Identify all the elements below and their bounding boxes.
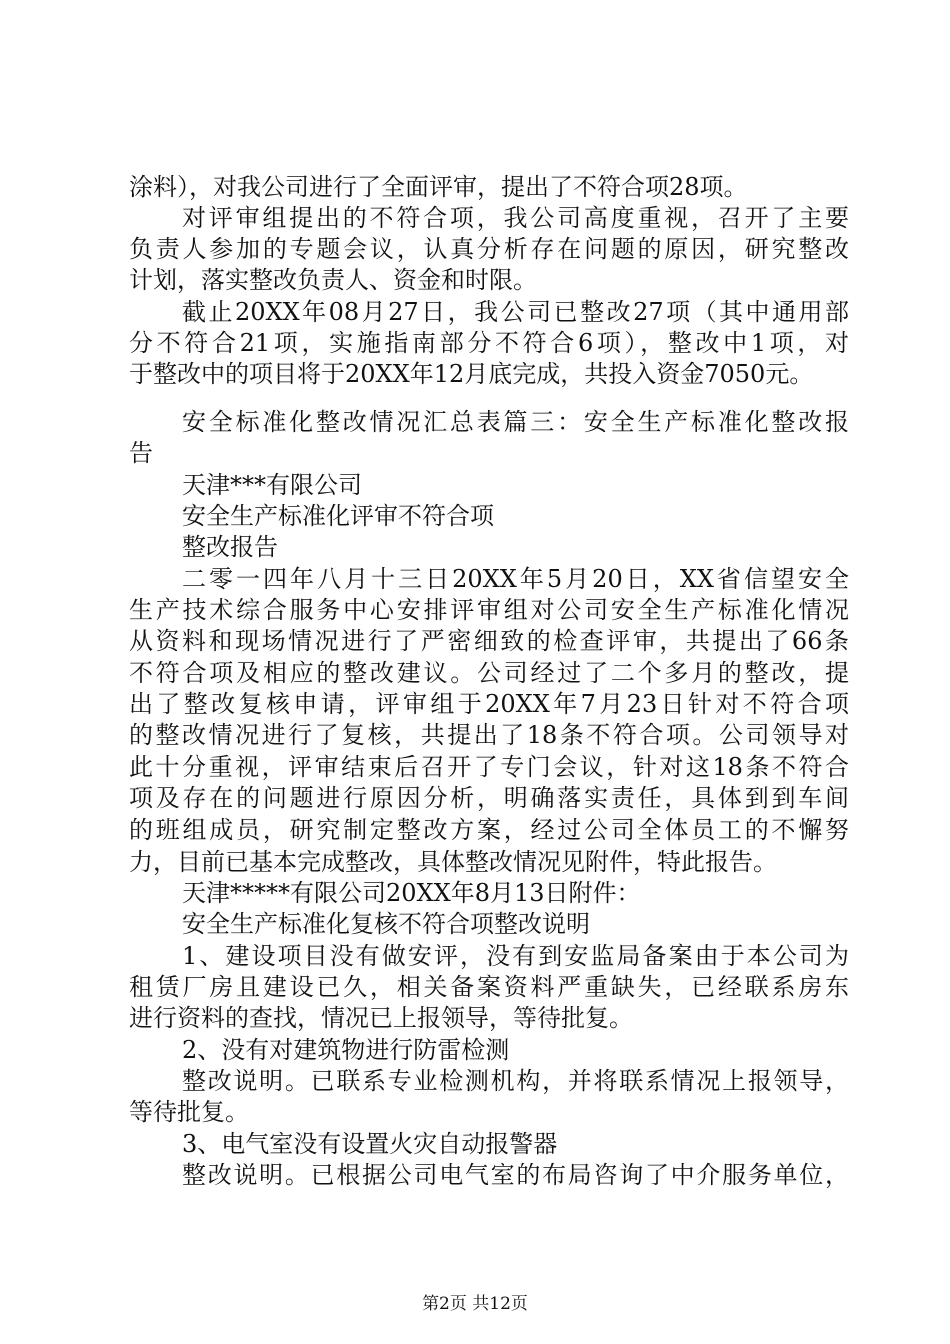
- list-item: 2、没有对建筑物进行防雷检测: [182, 1036, 510, 1064]
- text-line: 二零一四年八月十三日20XX年5月20日，XX省信望安全: [182, 565, 849, 593]
- text-line: 生产技术综合服务中心安排评审组对公司安全生产标准化情况: [129, 596, 849, 624]
- text-line: 等待批复。: [129, 1098, 249, 1126]
- text-line: 此十分重视，评审结束后召开了专门会议，针对这18条不符合: [129, 753, 849, 781]
- text-line: 的班组成员，研究制定整改方案，经过公司全体员工的不懈努: [129, 816, 849, 844]
- text-line: 整改说明。已联系专业检测机构，并将联系情况上报领导，: [182, 1067, 849, 1095]
- text-line: 租赁厂房且建设已久，相关备案资料严重缺失，已经联系房东: [129, 973, 849, 1001]
- signature-line: 天津*****有限公司20XX年8月13日附件：: [182, 879, 641, 907]
- text-line: 从资料和现场情况进行了严密细致的检查评审，共提出了66条: [129, 627, 849, 655]
- report-title: 安全生产标准化评审不符合项: [182, 502, 494, 530]
- list-item: 3、电气室没有设置火灾自动报警器: [182, 1130, 558, 1158]
- report-subtitle: 整改报告: [182, 533, 278, 561]
- text-line: 对评审组提出的不符合项，我公司高度重视，召开了主要: [182, 204, 849, 232]
- text-line: 计划，落实整改负责人、资金和时限。: [129, 266, 537, 294]
- text-line: 不符合项及相应的整改建议。公司经过了二个多月的整改，提: [129, 659, 849, 687]
- text-line: 截止20XX年08月27日，我公司已整改27项（其中通用部: [182, 298, 849, 326]
- company-name: 天津***有限公司: [182, 471, 362, 499]
- text-line: 分不符合21项，实施指南部分不符合6项），整改中1项，对: [129, 329, 849, 357]
- text-line: 1、建设项目没有做安评，没有到安监局备案由于本公司为: [182, 942, 849, 970]
- text-line: 整改说明。已根据公司电气室的布局咨询了中介服务单位，: [182, 1161, 849, 1189]
- section-heading: 安全标准化整改情况汇总表篇三：安全生产标准化整改报: [182, 408, 849, 436]
- text-line: 项及存在的问题进行原因分析，明确落实责任，具体到到车间: [129, 784, 849, 812]
- text-line: 进行资料的查找，情况已上报领导，等待批复。: [129, 1004, 633, 1032]
- section-heading: 告: [129, 439, 153, 467]
- text-line: 于整改中的项目将于20XX年12月底完成，共投入资金7050元。: [129, 360, 814, 388]
- attachment-title: 安全生产标准化复核不符合项整改说明: [182, 910, 590, 938]
- text-line: 涂料），对我公司进行了全面评审，提出了不符合项28项。: [129, 173, 748, 201]
- text-line: 出了整改复核申请，评审组于20XX年7月23日针对不符合项: [129, 690, 849, 718]
- page-footer: 第2页 共12页: [422, 1294, 528, 1314]
- text-line: 负责人参加的专题会议，认真分析存在问题的原因，研究整改: [129, 235, 849, 263]
- text-line: 力，目前已基本完成整改，具体整改情况见附件，特此报告。: [129, 848, 777, 876]
- text-line: 的整改情况进行了复核，共提出了18条不符合项。公司领导对: [129, 721, 849, 749]
